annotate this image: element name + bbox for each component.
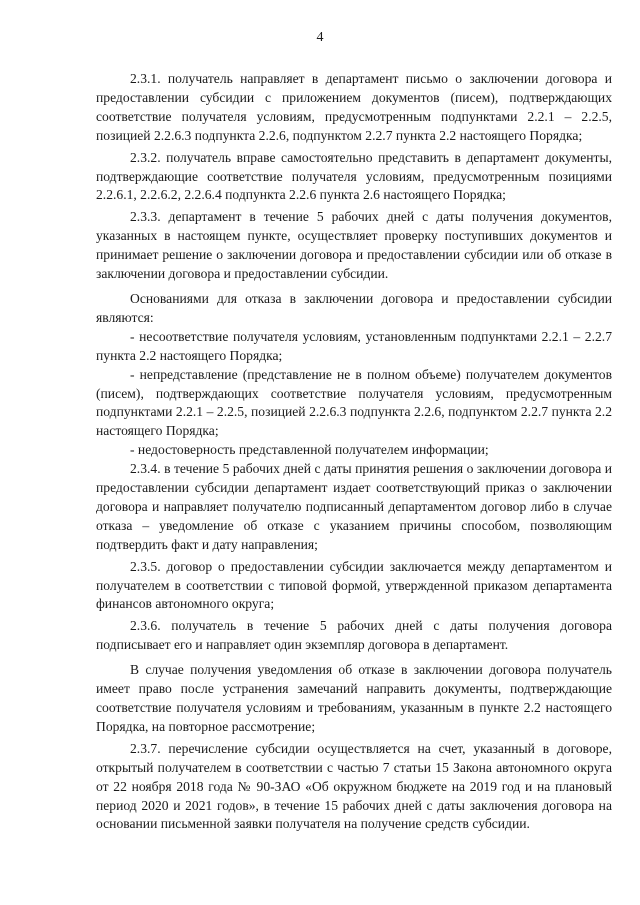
list-item-nonsubmission: - непредставление (представление не в полном объеме) получателем документов (писем), подтверждающих соответствие получателя условиям, предусмотренным подпунктами 2.2.1 – 2.2.5, позицией 2.2.6.3 подпункта 2.2.6, подпунктом 2.2.7 пункта 2.2 настоящего Порядка; <box>96 366 612 439</box>
paragraph-refusal-resubmission: В случае получения уведомления об отказе в заключении договора получатель имеет право после устранения замечаний направить документы, подтверждающие соответствие получателя условиям и требованиям, указанным в пункте 2.2 настоящего Порядка, на повторное рассмотрение; <box>96 662 612 734</box>
paragraph-2-3-4: 2.3.4. в течение 5 рабочих дней с даты принятия решения о заключении договора и предоставлении субсидии департамент издает соответствующий приказ о заключении договора и направляет получателю подписанный департаментом договор либо в случае отказа – уведомление об отказе с указанием причины способом, позволяющим подтвердить факт и дату направления; <box>96 461 612 552</box>
page-number: 4 <box>316 30 324 45</box>
paragraph-2-3-2: 2.3.2. получатель вправе самостоятельно представить в департамент документы, подтверждающие соответствие получателя условиям, предусмотренным позициями 2.2.6.1, 2.2.6.2, 2.2.6.4 подпункта 2.2.6 пункта 2.6 настоящего Порядка; <box>96 149 612 203</box>
list-item-noncompliance: - несоответствие получателя условиям, установленным подпунктами 2.2.1 – 2.2.7 пункта 2.2 настоящего Порядка; <box>96 328 612 363</box>
paragraph-2-3-5: 2.3.5. договор о предоставлении субсидии заключается между департаментом и получателем в соответствии с типовой формой, утвержденной приказом департамента финансов автономного округа; <box>96 558 612 612</box>
paragraph-2-3-6: 2.3.6. получатель в течение 5 рабочих дней с даты получения договора подписывает его и направляет один экземпляр договора в департамент. <box>96 618 612 653</box>
paragraph-2-3-3: 2.3.3. департамент в течение 5 рабочих дней с даты получения документов, указанных в настоящем пункте, осуществляет проверку поступивших документов и принимает решение о заключении договора и предоставлении субсидии или об отказе в заключении договора и предоставлении субсидии. <box>96 209 612 282</box>
document-body <box>96 70 612 834</box>
paragraph-2-3-1: 2.3.1. получатель направляет в департамент письмо о заключении договора и предоставлении субсидии с приложением документов (писем), подтверждающих соответствие получателя условиям, предусмотренным подпунктами 2.2.1 – 2.2.5, позицией 2.2.6.3 подпункта 2.2.6, подпунктом 2.2.7 пункта 2.2 настоящего Порядка; <box>96 71 612 143</box>
paragraph-refusal-grounds: Основаниями для отказа в заключении договора и предоставлении субсидии являются: <box>96 290 612 325</box>
paragraph-2-3-7: 2.3.7. перечисление субсидии осуществляется на счет, указанный в договоре, открытый получателем в соответствии с частью 7 статьи 15 Закона автономного округа от 22 ноября 2018 года № 90-ЗАО «Об окружном бюджете на 2019 год и на плановый период 2020 и 2021 годов», в течение 15 рабочих дней с даты заключения договора на основании письменной заявки получателя на получение средств субсидии. <box>96 740 612 832</box>
list-item-inaccuracy: - недостоверность представленной получателем информации; <box>130 442 489 458</box>
